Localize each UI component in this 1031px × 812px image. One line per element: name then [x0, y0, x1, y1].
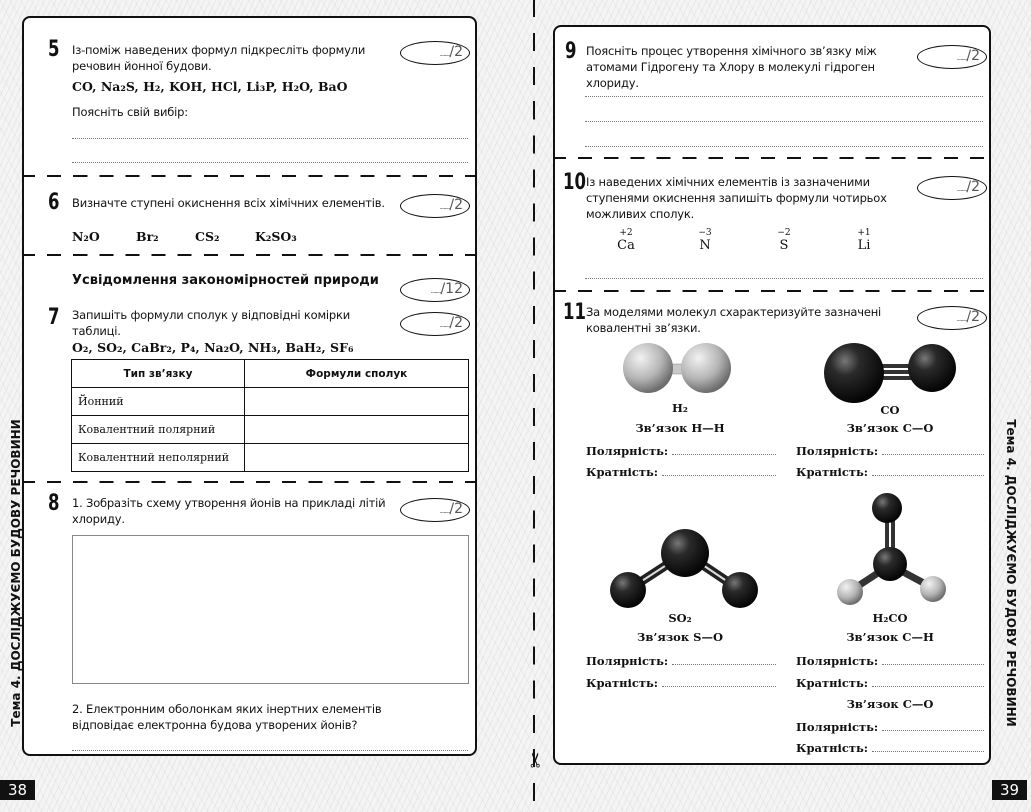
section-divider	[22, 481, 477, 483]
table-row	[72, 444, 469, 472]
q6-formula-2: Br₂	[136, 229, 159, 244]
section-title: Усвідомлення закономірностей природи	[72, 273, 379, 288]
answer-cell[interactable]	[245, 416, 469, 444]
element-s: −2 S	[777, 228, 791, 253]
q5-formula-item[interactable]: KOH,	[169, 79, 212, 94]
so2-molecule-model	[600, 525, 760, 610]
multiplicity-field[interactable]: Кратність:	[796, 741, 984, 755]
answer-line[interactable]	[585, 121, 983, 122]
q5-formula-item[interactable]: Na₂S,	[100, 79, 144, 94]
q6-formula-4: K₂SO₃	[255, 229, 297, 244]
polarity-field[interactable]: Полярність:	[796, 720, 984, 734]
bond-label-h2: Зв’язок H—H	[635, 421, 725, 435]
question-number-5: 5	[48, 37, 60, 62]
molecule-name-h2co: H₂CO	[872, 611, 908, 625]
answer-cell[interactable]	[245, 444, 469, 472]
left-side-title: Тема 4. ДОСЛІДЖУЄМО БУДОВУ РЕЧОВИНИ	[9, 419, 23, 727]
multiplicity-field[interactable]: Кратність:	[796, 465, 984, 479]
q11-score[interactable]: ......../2	[917, 306, 987, 330]
section-divider	[553, 157, 991, 159]
table-row	[72, 416, 469, 444]
row-label: Ковалентний неполярний	[72, 444, 245, 472]
bond-label-so2: Зв’язок S—O	[637, 630, 723, 644]
q5-formula-item[interactable]: Li₃P,	[246, 79, 282, 94]
page-number-left: 38	[0, 780, 35, 800]
q5-formula-item[interactable]: BaO	[317, 79, 348, 94]
multiplicity-field[interactable]: Кратність:	[586, 676, 776, 690]
question-number-7: 7	[48, 305, 60, 330]
q7-formulas: O₂, SO₂, CaBr₂, P₄, Na₂O, NH₃, BaH₂, SF₆	[72, 340, 354, 355]
answer-line[interactable]	[72, 162, 468, 163]
q7-score[interactable]: ......../2	[400, 312, 470, 336]
scissors-icon: ✂	[523, 751, 548, 769]
row-label: Ковалентний полярний	[72, 416, 245, 444]
molecule-name-co: CO	[880, 403, 900, 417]
bond-label-h2co-ch: Зв’язок C—H	[846, 630, 934, 644]
q5-formulas	[72, 79, 348, 94]
right-side-title: Тема 4. ДОСЛІДЖУЄМО БУДОВУ РЕЧОВИНИ	[1004, 419, 1018, 727]
answer-line[interactable]	[585, 96, 983, 97]
question-number-10: 10	[563, 170, 586, 195]
bond-type-table	[71, 359, 469, 472]
q5-text: Із-поміж наведених формул підкресліть формули речовин йонної будови.	[72, 43, 366, 73]
q10-text: Із наведених хімічних елементів із зазначеними ступенями окиснення запишіть формули чотирьох можливих сполук.	[586, 175, 887, 221]
section-divider	[22, 175, 477, 177]
q5-formula-item[interactable]: CO,	[72, 79, 101, 94]
polarity-field[interactable]: Полярність:	[796, 444, 984, 458]
question-number-9: 9	[565, 39, 577, 64]
section-divider	[22, 254, 477, 256]
q10-score[interactable]: ......../2	[917, 176, 987, 200]
q9-text: Поясніть процес утворення хімічного зв’язку між атомами Гідрогену та Хлору в молекулі гідроген хлориду.	[586, 44, 877, 90]
q8-part2: 2. Електронним оболонкам яких інертних елементів відповідає електронна будова утворених йонів?	[72, 702, 382, 732]
table-header-formulas: Формули сполук	[245, 360, 469, 388]
cut-line	[533, 0, 535, 812]
answer-line[interactable]	[585, 278, 983, 279]
table-header-bond-type: Тип зв’язку	[72, 360, 245, 388]
bond-label-h2co-co: Зв’язок C—O	[846, 697, 934, 711]
q5-prompt: Поясніть свій вибір:	[72, 105, 188, 119]
q5-formula-item[interactable]: HCl,	[211, 79, 247, 94]
answer-line[interactable]	[72, 750, 468, 751]
bond-label-co: Зв’язок C—O	[846, 421, 934, 435]
q5-formula-item[interactable]: H₂O,	[281, 79, 318, 94]
q5-formula-item[interactable]: H₂,	[143, 79, 170, 94]
molecule-name-so2: SO₂	[668, 611, 692, 625]
molecule-name-h2: H₂	[672, 401, 688, 415]
co-molecule-model	[820, 338, 960, 408]
table-row	[72, 388, 469, 416]
page-number-right: 39	[992, 780, 1027, 800]
section-divider	[553, 290, 991, 292]
q6-formula-3: CS₂	[195, 229, 220, 244]
q5-score[interactable]: ......../2	[400, 41, 470, 65]
polarity-field[interactable]: Полярність:	[586, 444, 776, 458]
element-n: −3 N	[698, 228, 712, 253]
question-number-8: 8	[48, 491, 60, 516]
question-number-6: 6	[48, 190, 60, 215]
element-ca: +2 Ca	[617, 228, 635, 253]
answer-cell[interactable]	[245, 388, 469, 416]
q6-score[interactable]: ......../2	[400, 194, 470, 218]
polarity-field[interactable]: Полярність:	[796, 654, 984, 668]
h2-molecule-model	[620, 340, 740, 400]
answer-line[interactable]	[585, 146, 983, 147]
q11-text: За моделями молекул схарактеризуйте зазначені ковалентні зв’язки.	[586, 305, 882, 335]
q7-text: Запишіть формули сполук у відповідні комірки таблиці.	[72, 308, 351, 338]
q8-score[interactable]: ......../2	[400, 498, 470, 522]
h2co-molecule-model	[825, 490, 955, 610]
q9-score[interactable]: ......../2	[917, 45, 987, 69]
row-label: Йонний	[72, 388, 245, 416]
q6-formula-1: N₂O	[72, 229, 100, 244]
polarity-field[interactable]: Полярність:	[586, 654, 776, 668]
q8-part1: 1. Зобразіть схему утворення йонів на прикладі літій хлориду.	[72, 496, 386, 526]
multiplicity-field[interactable]: Кратність:	[586, 465, 776, 479]
element-li: +1 Li	[857, 228, 871, 253]
question-number-11: 11	[563, 300, 586, 325]
answer-line[interactable]	[72, 138, 468, 139]
section-score[interactable]: ......../12	[400, 278, 470, 302]
q6-text: Визначте ступені окиснення всіх хімічних елементів.	[72, 196, 385, 210]
multiplicity-field[interactable]: Кратність:	[796, 676, 984, 690]
drawing-area[interactable]	[72, 535, 469, 684]
